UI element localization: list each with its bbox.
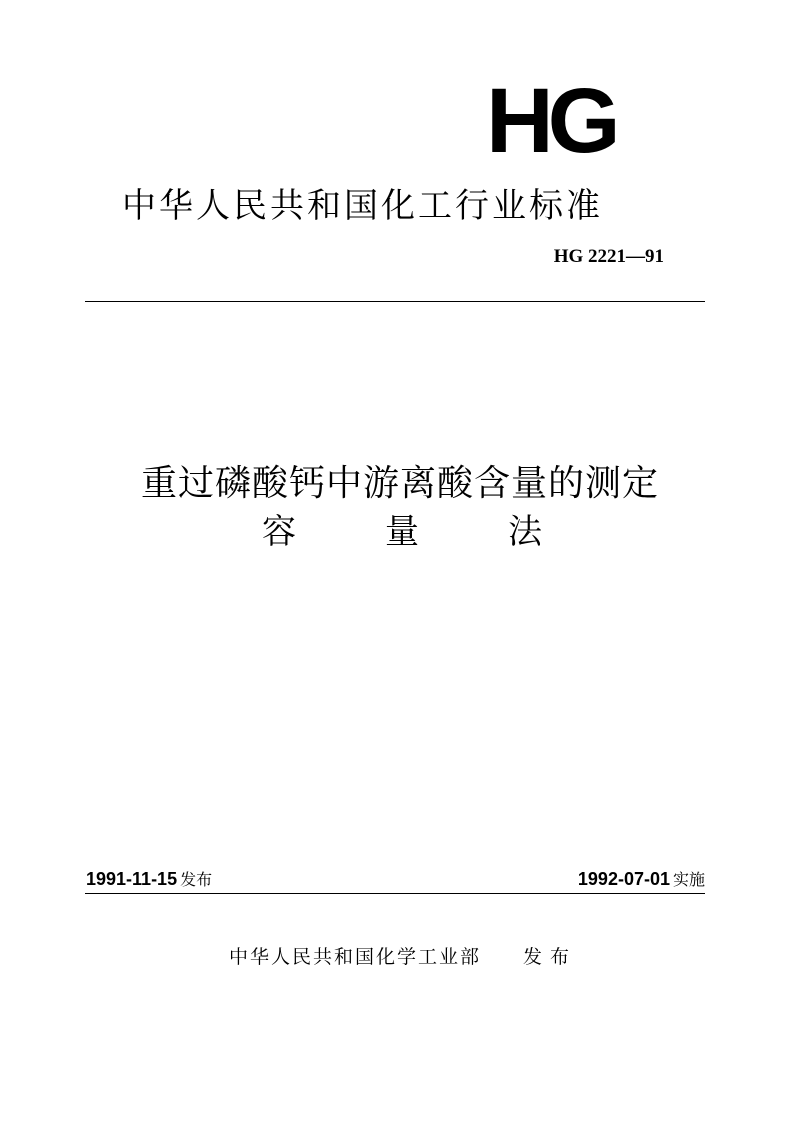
document-title: 重过磷酸钙中游离酸含量的测定	[140, 463, 659, 504]
org-title: 中华人民共和国化工行业标准	[122, 186, 603, 226]
footer-divider	[85, 893, 705, 894]
effective-date: 1992-07-01	[577, 869, 670, 889]
issue-label: 发布	[180, 870, 213, 889]
subtitle-char: 法	[508, 512, 542, 552]
effective-label: 实施	[672, 870, 705, 889]
standard-number: HG 2221—91	[553, 246, 664, 267]
effective-date-block	[578, 866, 705, 893]
publisher-action: 发布	[523, 946, 578, 968]
issue-date: 1991-11-15	[86, 869, 178, 889]
hg-logo: HG	[486, 70, 615, 172]
subtitle-char: 量	[385, 512, 419, 552]
document-subtitle	[262, 508, 542, 556]
publisher-name: 中华人民共和国化学工业部	[229, 946, 482, 968]
issue-date-block	[86, 866, 212, 893]
header-divider	[85, 301, 705, 302]
subtitle-char: 容	[262, 512, 296, 552]
